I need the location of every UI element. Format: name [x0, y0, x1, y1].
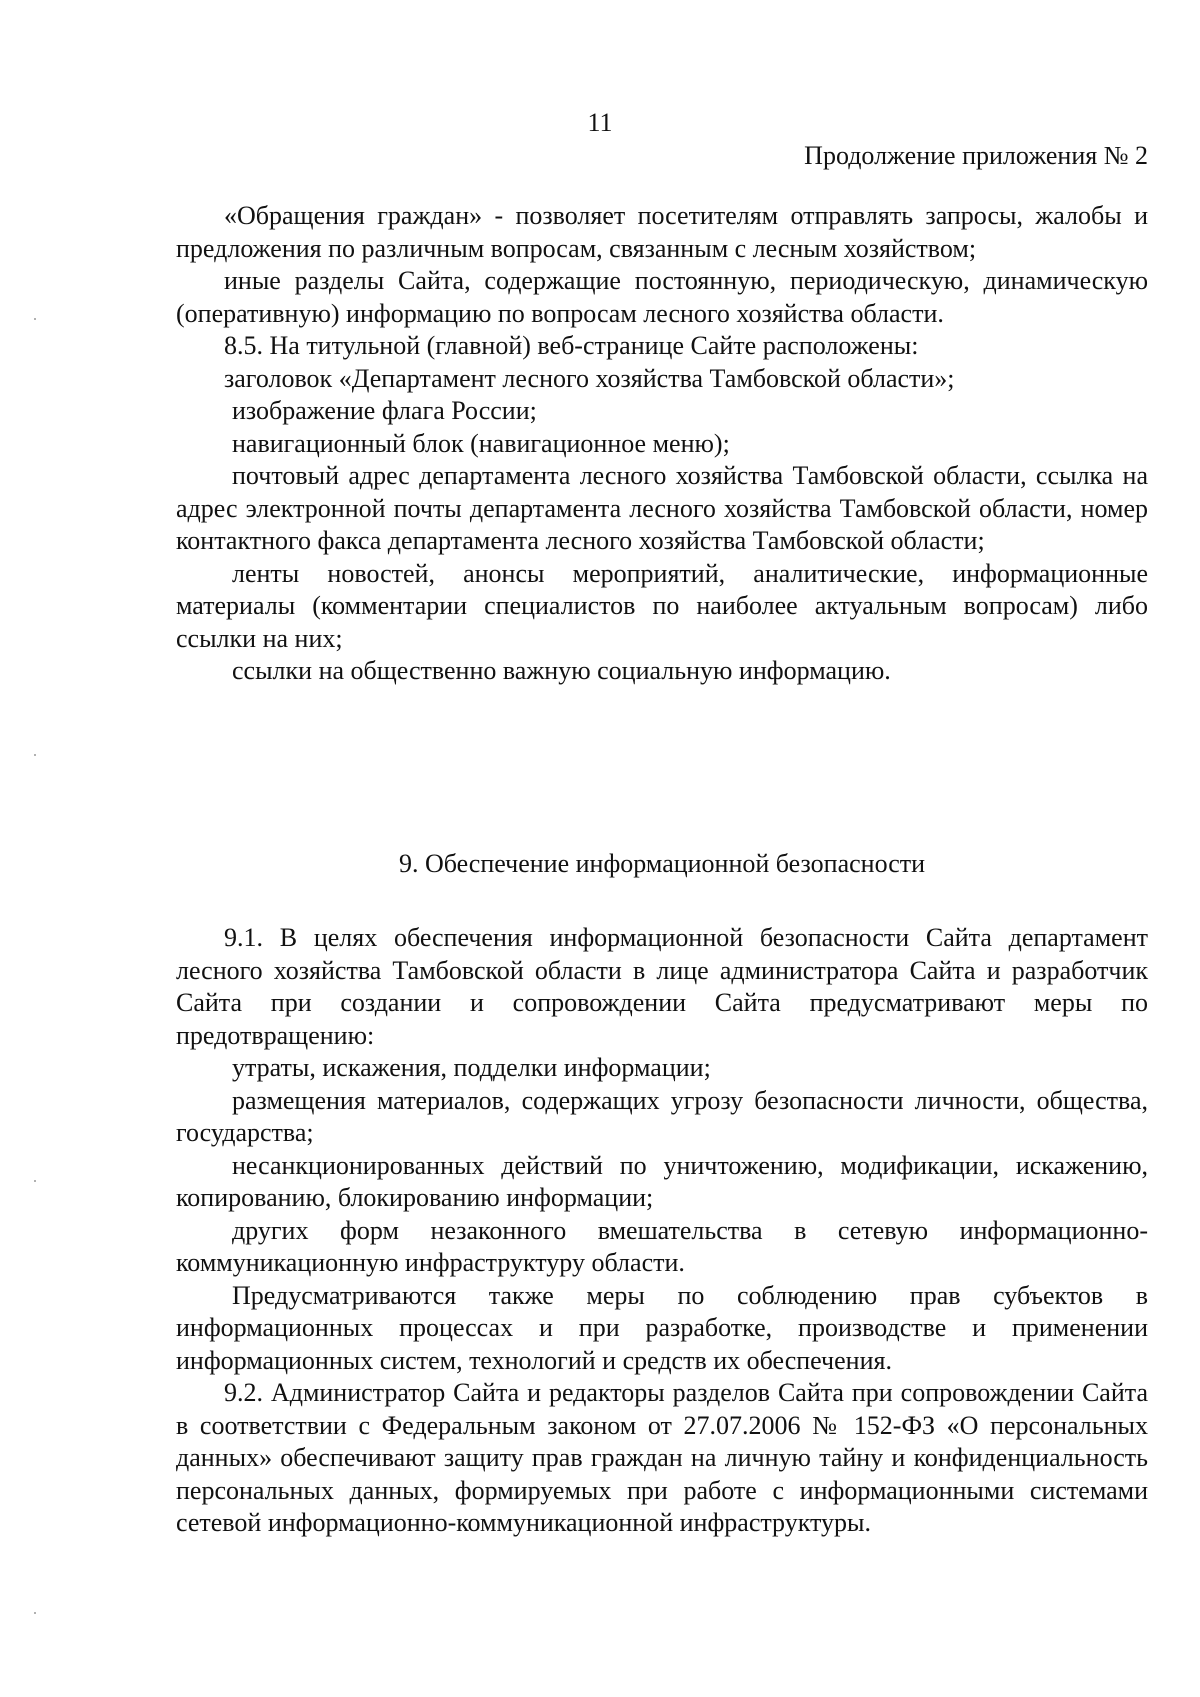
paragraph: Предусматриваются также меры по соблюдению прав субъектов в информационных процессах и при разработке, производстве и применении информационных систем, технологий и средств их обеспечения. [176, 1280, 1148, 1375]
paragraph: 9.1. В целях обеспечения информационной безопасности Сайта департамент лесного хозяйства Тамбовской области в лице администратора Сайта и разработчик Сайта при создании и сопровождении Сайта предусматривают меры по предотвращению: [176, 923, 1148, 1050]
page-number: 11 [587, 108, 613, 137]
scan-speck [34, 318, 36, 320]
paragraph: изображение флага России; [232, 396, 537, 425]
paragraph: размещения материалов, содержащих угрозу безопасности личности, общества, государства; [176, 1085, 1148, 1147]
paragraph: почтовый адрес департамента лесного хозяйства Тамбовской области, ссылка на адрес электронной почты департамента лесного хозяйства Тамбовской области, номер контактного факса департамента лесного хозяйства Тамбовской области; [176, 461, 1148, 555]
section-heading: 9. Обеспечение информационной безопасности [398, 849, 926, 878]
paragraph: 9.2. Администратор Сайта и редакторы разделов Сайта при сопровождении Сайта в соответствии с Федеральным законом от 27.07.2006 № 152-ФЗ «О персональных данных» обеспечивают защиту прав граждан на личную тайну и конфиденциальность персональных данных, формируемых при работе с информационными системами сетевой информационно-коммуникационной инфраструктуры. [176, 1378, 1148, 1537]
paragraph: ссылки на общественно важную социальную информацию. [232, 656, 891, 685]
paragraph: навигационный блок (навигационное меню); [232, 428, 730, 458]
paragraph: «Обращения граждан» - позволяет посетителям отправлять запросы, жалобы и предложения по различным вопросам, связанным с лесным хозяйством; [176, 201, 1148, 263]
scan-speck [34, 754, 36, 756]
appendix-note: Продолжение приложения № 2 [804, 141, 1148, 170]
paragraph-block-2 [176, 922, 1148, 1540]
paragraph: иные разделы Сайта, содержащие постоянную, периодическую, динамическую (оперативную) информацию по вопросам лесного хозяйства области. [176, 266, 1148, 328]
paragraph: несанкционированных действий по уничтожению, модификации, искажению, копированию, блокированию информации; [176, 1150, 1148, 1212]
paragraph: заголовок «Департамент лесного хозяйства Тамбовской области»; [224, 363, 955, 393]
paragraph: 8.5. На титульной (главной) веб-странице Сайте расположены: [224, 331, 919, 360]
paragraph-block-1 [176, 200, 1148, 688]
paragraph: других форм незаконного вмешательства в сетевую информационно-коммуникационную инфраструктуру области. [176, 1215, 1148, 1277]
scan-speck [34, 1612, 36, 1614]
scan-speck [34, 1180, 36, 1182]
paragraph: утраты, искажения, подделки информации; [232, 1053, 711, 1082]
paragraph: ленты новостей, анонсы мероприятий, аналитические, информационные материалы (комментарии специалистов по наиболее актуальным вопросам) либо ссылки на них; [176, 558, 1148, 653]
